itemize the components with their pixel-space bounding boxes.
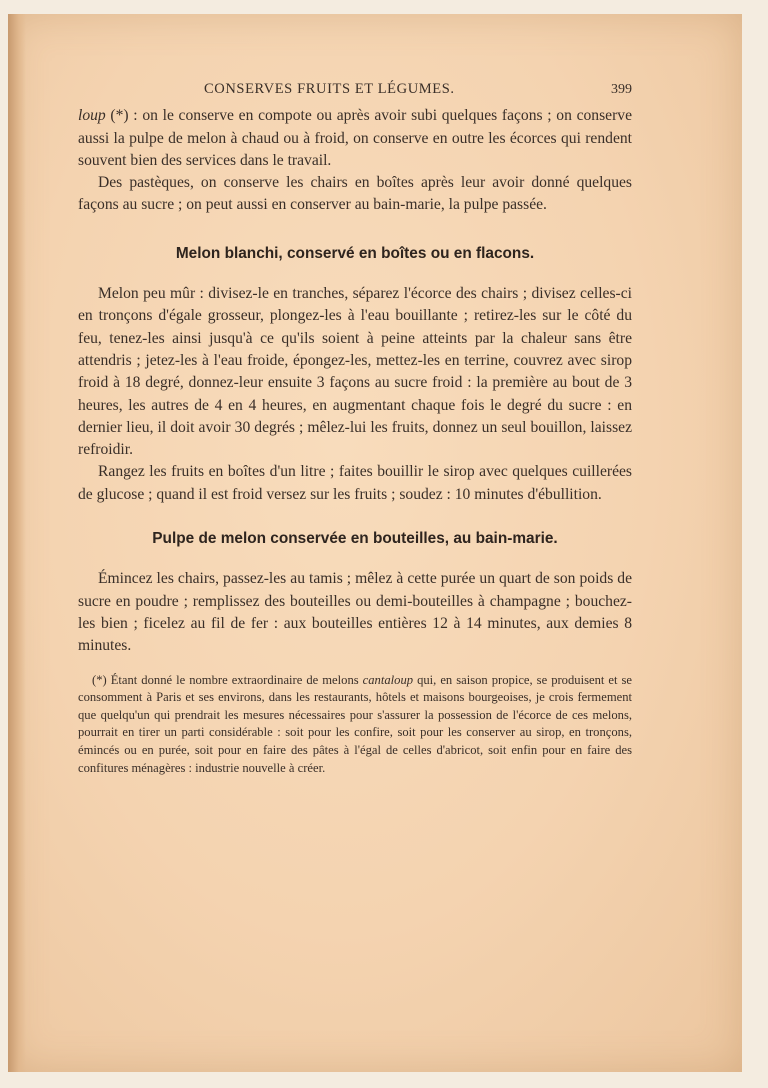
page-spine-shadow: [8, 14, 26, 1072]
section2-paragraph-1: Émincez les chairs, passez-les au tamis ; mêlez à cette purée un quart de son poids de sucre en poudre ; remplissez des bouteilles ou demi-bouteilles à champagne ; bouchez-les bien ; ficelez au fil de fer : aux bouteilles entières 12 à 14 minutes, aux demies 8 minutes.: [78, 570, 632, 655]
running-title: CONSERVES FRUITS ET LÉGUMES.: [204, 81, 455, 97]
section-heading-1: Melon blanchi, conservé en boîtes ou en flacons.: [175, 244, 535, 262]
intro-italic-word: loup: [78, 107, 106, 125]
footnote-italic-word: cantaloup: [362, 672, 414, 687]
running-header: [78, 78, 632, 101]
footnote-part-b: qui, en saison propice, se produisent et se consomment à Paris et ses environs, dans les restaurants, hôtels et maisons bourgeoises, je crois fermement que quelqu'un qui prendrait les mesures nécessaires pour s'assurer la possession de l'écorce de ces melons, pourrait en tirer un parti considérable : soit pour les confire, soit pour les conserver au sirop, en tronçons, émincés ou en purée, soit pour en faire des pâtes à l'égal de celles d'abricot, soit enfin pour en faire des confitures ménagères : industrie nouvelle à créer.: [78, 672, 632, 775]
footnote-text: [78, 672, 632, 778]
page-number: 399: [611, 82, 632, 97]
intro-text: (*) : on le conserve en compote ou après avoir subi quelques façons ; on conserve aussi la pulpe de melon à chaud ou à froid, on conserve en outre les écorces qui rendent souvent bien des services dans le travail.: [78, 107, 632, 169]
section-heading-2: Pulpe de melon conservée en bouteilles, au bain-marie.: [152, 530, 558, 548]
section1-paragraph-1: Melon peu mûr : divisez-le en tranches, séparez l'écorce des chairs ; divisez celles-ci en tronçons d'égale grosseur, plongez-les à l'eau bouillante ; retirez-les sur le côté du feu, tenez-les ainsi jusqu'à ce qu'ils soient à peine atteints par la chaleur sans être attendris ; jetez-les à l'eau froide, épongez-les, mettez-les en terrine, couvrez avec sirop froid à 18 degré, donnez-leur ensuite 3 façons au sucre froid : la première au bout de 3 heures, les autres de 4 en 4 heures, en augmentant chaque fois le degré du sucre : en dernier lieu, il doit avoir 30 degrés ; mêlez-lui les fruits, donnez un seul bouillon, laissez refroidir.: [78, 285, 632, 459]
footnote: [78, 672, 632, 778]
intro-paragraph-2: Des pastèques, on conserve les chairs en boîtes après leur avoir donné quelques façons au sucre ; on peut aussi en conserver au bain-marie, la pulpe passée.: [78, 174, 632, 214]
page-content: [78, 78, 632, 777]
intro-paragraph-1: [78, 105, 632, 172]
section1-paragraph-2: Rangez les fruits en boîtes d'un litre ; faites bouillir le sirop avec quelques cuillerées de glucose ; quand il est froid versez sur les fruits ; soudez : 10 minutes d'ébullition.: [78, 463, 632, 503]
footnote-part-a: (*) Étant donné le nombre extraordinaire de melons: [92, 672, 363, 687]
